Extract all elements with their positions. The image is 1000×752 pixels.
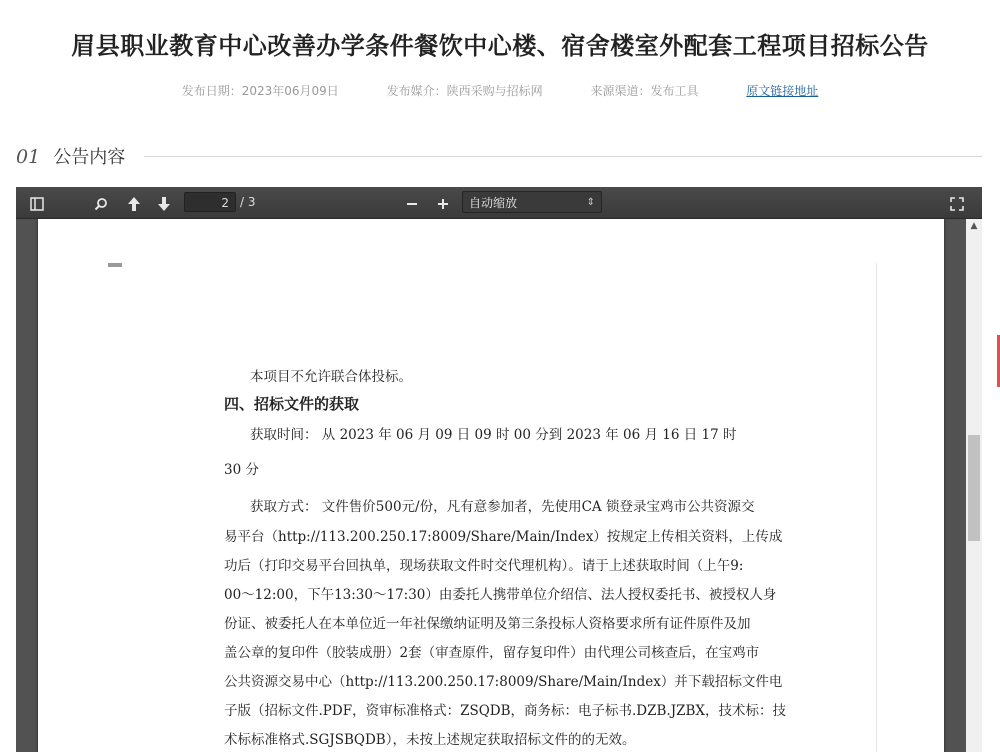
plus-icon[interactable] <box>432 187 454 218</box>
scroll-up-icon[interactable]: ▲ <box>970 221 978 231</box>
doc-line: 易平台（http://113.200.250.17:8009/Share/Main/Index）按规定上传相关资料，上传成 <box>224 529 783 545</box>
pdf-scrollbar[interactable] <box>966 219 982 752</box>
zoom-value: 自动缩放 <box>469 196 518 210</box>
pdf-page-area[interactable] <box>16 219 966 752</box>
search-icon[interactable] <box>90 187 112 218</box>
arrow-up-icon[interactable] <box>123 187 145 218</box>
publish-media: 发布媒介：陕西采购与招标网 <box>386 84 543 98</box>
doc-line: 术标标准格式.SGJSBQDB），未按上述规定获取招标文件的的无效。 <box>224 732 636 748</box>
doc-line: 盖公章的复印件（胶装成册）2套（审查原件，留存复印件）由代理公司核查后，在宝鸡市 <box>224 645 760 661</box>
pdf-toolbar <box>16 187 982 219</box>
doc-line: 功后（打印交易平台回执单，现场获取文件时交代理机构）。请于上述获取时间（上午9: <box>224 558 744 574</box>
zoom-select[interactable] <box>462 191 602 213</box>
scrollbar-thumb[interactable] <box>968 435 980 541</box>
source-channel: 来源渠道：发布工具 <box>590 84 699 98</box>
select-arrows-icon: ⇕ <box>586 197 595 208</box>
publish-date: 发布日期：2023年06月09日 <box>181 84 339 98</box>
doc-line: 份证、被委托人在本单位近一年社保缴纳证明及第三条投标人资格要求所有证件原件及加 <box>224 616 751 632</box>
sidebar-toggle-icon[interactable] <box>26 187 48 218</box>
doc-line: 公共资源交易中心（http://113.200.250.17:8009/Share/Main/Index）并下载招标文件电 <box>224 674 783 690</box>
page-title: 眉县职业教育中心改善办学条件餐饮中心楼、宿舍楼室外配套工程项目招标公告 <box>71 32 929 60</box>
original-link[interactable]: 原文链接地址 <box>746 84 819 98</box>
meta-bar <box>0 82 1000 99</box>
doc-line: 子版（招标文件.PDF，资审标准格式：ZSQDB，商务标：电子标书.DZB.JZBX，技术标：技 <box>224 703 787 719</box>
page-number-input[interactable]: 2 <box>184 192 236 212</box>
section-label: 公告内容 <box>53 147 126 168</box>
doc-line: 获取方式： 文件售价500元/份，凡有意参加者，先使用CA 锁登录宝鸡市公共资源交 <box>250 499 755 515</box>
page-count: / 3 <box>240 195 256 209</box>
arrow-down-icon[interactable] <box>153 187 175 218</box>
pdf-page <box>38 219 944 752</box>
section-number: 01 <box>16 146 41 168</box>
doc-line: 00～12:00，下午13:30～17:30）由委托人携带单位介绍信、法人授权委托书、被授权人身 <box>224 587 777 603</box>
scan-mark <box>108 263 122 267</box>
doc-heading: 四、招标文件的获取 <box>224 395 360 413</box>
section-header <box>16 143 982 169</box>
fullscreen-icon[interactable] <box>946 187 968 218</box>
doc-line: 获取时间： 从 2023 年 06 月 09 日 09 时 00 分到 2023 年 06 月 16 日 17 时 <box>250 427 737 443</box>
minus-icon[interactable] <box>401 187 423 218</box>
pdf-viewer <box>16 187 982 752</box>
doc-line: 本项目不允许联合体投标。 <box>250 369 412 385</box>
scanned-page <box>110 263 877 752</box>
doc-line: 30 分 <box>224 462 259 478</box>
section-divider <box>144 156 982 157</box>
